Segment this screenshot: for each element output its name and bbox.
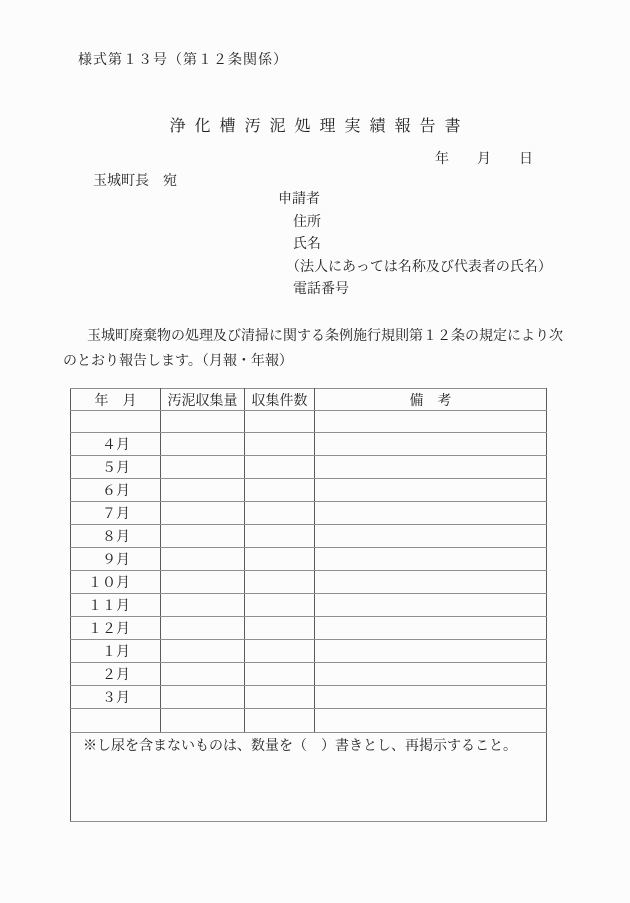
collection-count-cell bbox=[245, 479, 315, 502]
col-header-collection-count: 収集件数 bbox=[245, 389, 315, 411]
address-label: 住所 bbox=[293, 214, 321, 230]
month-row-january bbox=[71, 640, 547, 663]
date-line: 年 月 日 bbox=[435, 152, 533, 167]
empty-row bbox=[71, 411, 547, 433]
footnote: ※し尿を含まないものは、数量を（ ）書きとし、再掲示すること。 bbox=[71, 733, 547, 822]
collection-count-cell bbox=[245, 502, 315, 525]
col-header-remarks: 備 考 bbox=[315, 389, 547, 411]
month-label: ８月 bbox=[71, 525, 161, 548]
month-row-september bbox=[71, 548, 547, 571]
sludge-amount-cell bbox=[161, 686, 245, 709]
report-table bbox=[70, 388, 547, 822]
remarks-cell bbox=[315, 663, 547, 686]
empty-cell bbox=[161, 411, 245, 433]
corporate-name-note: （法人にあっては名称及び代表者の氏名） bbox=[286, 259, 552, 275]
body-paragraph bbox=[63, 324, 583, 374]
remarks-cell bbox=[315, 456, 547, 479]
phone-label: 電話番号 bbox=[293, 282, 349, 297]
sludge-amount-cell bbox=[161, 617, 245, 640]
empty-cell bbox=[245, 709, 315, 733]
month-label: ７月 bbox=[71, 502, 161, 525]
month-label: ６月 bbox=[71, 479, 161, 502]
document-title: 浄化槽汚泥処理実績報告書 bbox=[169, 118, 470, 135]
collection-count-cell bbox=[245, 594, 315, 617]
month-row-may bbox=[71, 456, 547, 479]
month-row-june bbox=[71, 479, 547, 502]
col-header-year-month: 年 月 bbox=[71, 389, 161, 411]
month-row-november bbox=[71, 594, 547, 617]
month-row-october bbox=[71, 571, 547, 594]
month-label: ２月 bbox=[71, 663, 161, 686]
month-label: ９月 bbox=[71, 548, 161, 571]
month-label: １２月 bbox=[71, 617, 161, 640]
remarks-cell bbox=[315, 479, 547, 502]
collection-count-cell bbox=[245, 640, 315, 663]
sludge-amount-cell bbox=[161, 502, 245, 525]
addressee: 玉城町長 宛 bbox=[93, 174, 177, 189]
sludge-amount-cell bbox=[161, 548, 245, 571]
month-label: １１月 bbox=[71, 594, 161, 617]
sludge-amount-cell bbox=[161, 433, 245, 456]
month-label: ３月 bbox=[71, 686, 161, 709]
collection-count-cell bbox=[245, 663, 315, 686]
sludge-amount-cell bbox=[161, 479, 245, 502]
month-row-december bbox=[71, 617, 547, 640]
remarks-cell bbox=[315, 433, 547, 456]
body-line-2: のとおり報告します。（月報・年報） bbox=[63, 354, 293, 369]
sludge-amount-cell bbox=[161, 640, 245, 663]
remarks-cell bbox=[315, 686, 547, 709]
form-number: 様式第１３号（第１２条関係） bbox=[78, 53, 288, 68]
remarks-cell bbox=[315, 640, 547, 663]
month-row-july bbox=[71, 502, 547, 525]
month-label: １０月 bbox=[71, 571, 161, 594]
collection-count-cell bbox=[245, 617, 315, 640]
empty-cell bbox=[161, 709, 245, 733]
remarks-cell bbox=[315, 548, 547, 571]
month-row-february bbox=[71, 663, 547, 686]
body-line-1: 玉城町廃棄物の処理及び清掃に関する条例施行規則第１２条の規定により次 bbox=[87, 329, 563, 344]
remarks-cell bbox=[315, 617, 547, 640]
empty-cell bbox=[315, 411, 547, 433]
empty-row bbox=[71, 709, 547, 733]
remarks-cell bbox=[315, 525, 547, 548]
remarks-cell bbox=[315, 571, 547, 594]
sludge-amount-cell bbox=[161, 571, 245, 594]
collection-count-cell bbox=[245, 548, 315, 571]
month-label: ４月 bbox=[71, 433, 161, 456]
month-row-april bbox=[71, 433, 547, 456]
collection-count-cell bbox=[245, 571, 315, 594]
collection-count-cell bbox=[245, 433, 315, 456]
empty-cell bbox=[71, 709, 161, 733]
empty-cell bbox=[245, 411, 315, 433]
month-label: １月 bbox=[71, 640, 161, 663]
sludge-amount-cell bbox=[161, 456, 245, 479]
sludge-amount-cell bbox=[161, 663, 245, 686]
month-row-august bbox=[71, 525, 547, 548]
name-label: 氏名 bbox=[293, 237, 321, 252]
table-header-row bbox=[71, 389, 547, 411]
remarks-cell bbox=[315, 594, 547, 617]
sludge-amount-cell bbox=[161, 594, 245, 617]
collection-count-cell bbox=[245, 456, 315, 479]
remarks-cell bbox=[315, 502, 547, 525]
month-label: ５月 bbox=[71, 456, 161, 479]
collection-count-cell bbox=[245, 525, 315, 548]
empty-cell bbox=[315, 709, 547, 733]
empty-cell bbox=[71, 411, 161, 433]
sludge-amount-cell bbox=[161, 525, 245, 548]
col-header-sludge-amount: 汚泥収集量 bbox=[161, 389, 245, 411]
month-row-march bbox=[71, 686, 547, 709]
collection-count-cell bbox=[245, 686, 315, 709]
footnote-row bbox=[71, 733, 547, 822]
applicant-heading: 申請者 bbox=[278, 192, 320, 207]
applicant-block bbox=[278, 189, 552, 302]
